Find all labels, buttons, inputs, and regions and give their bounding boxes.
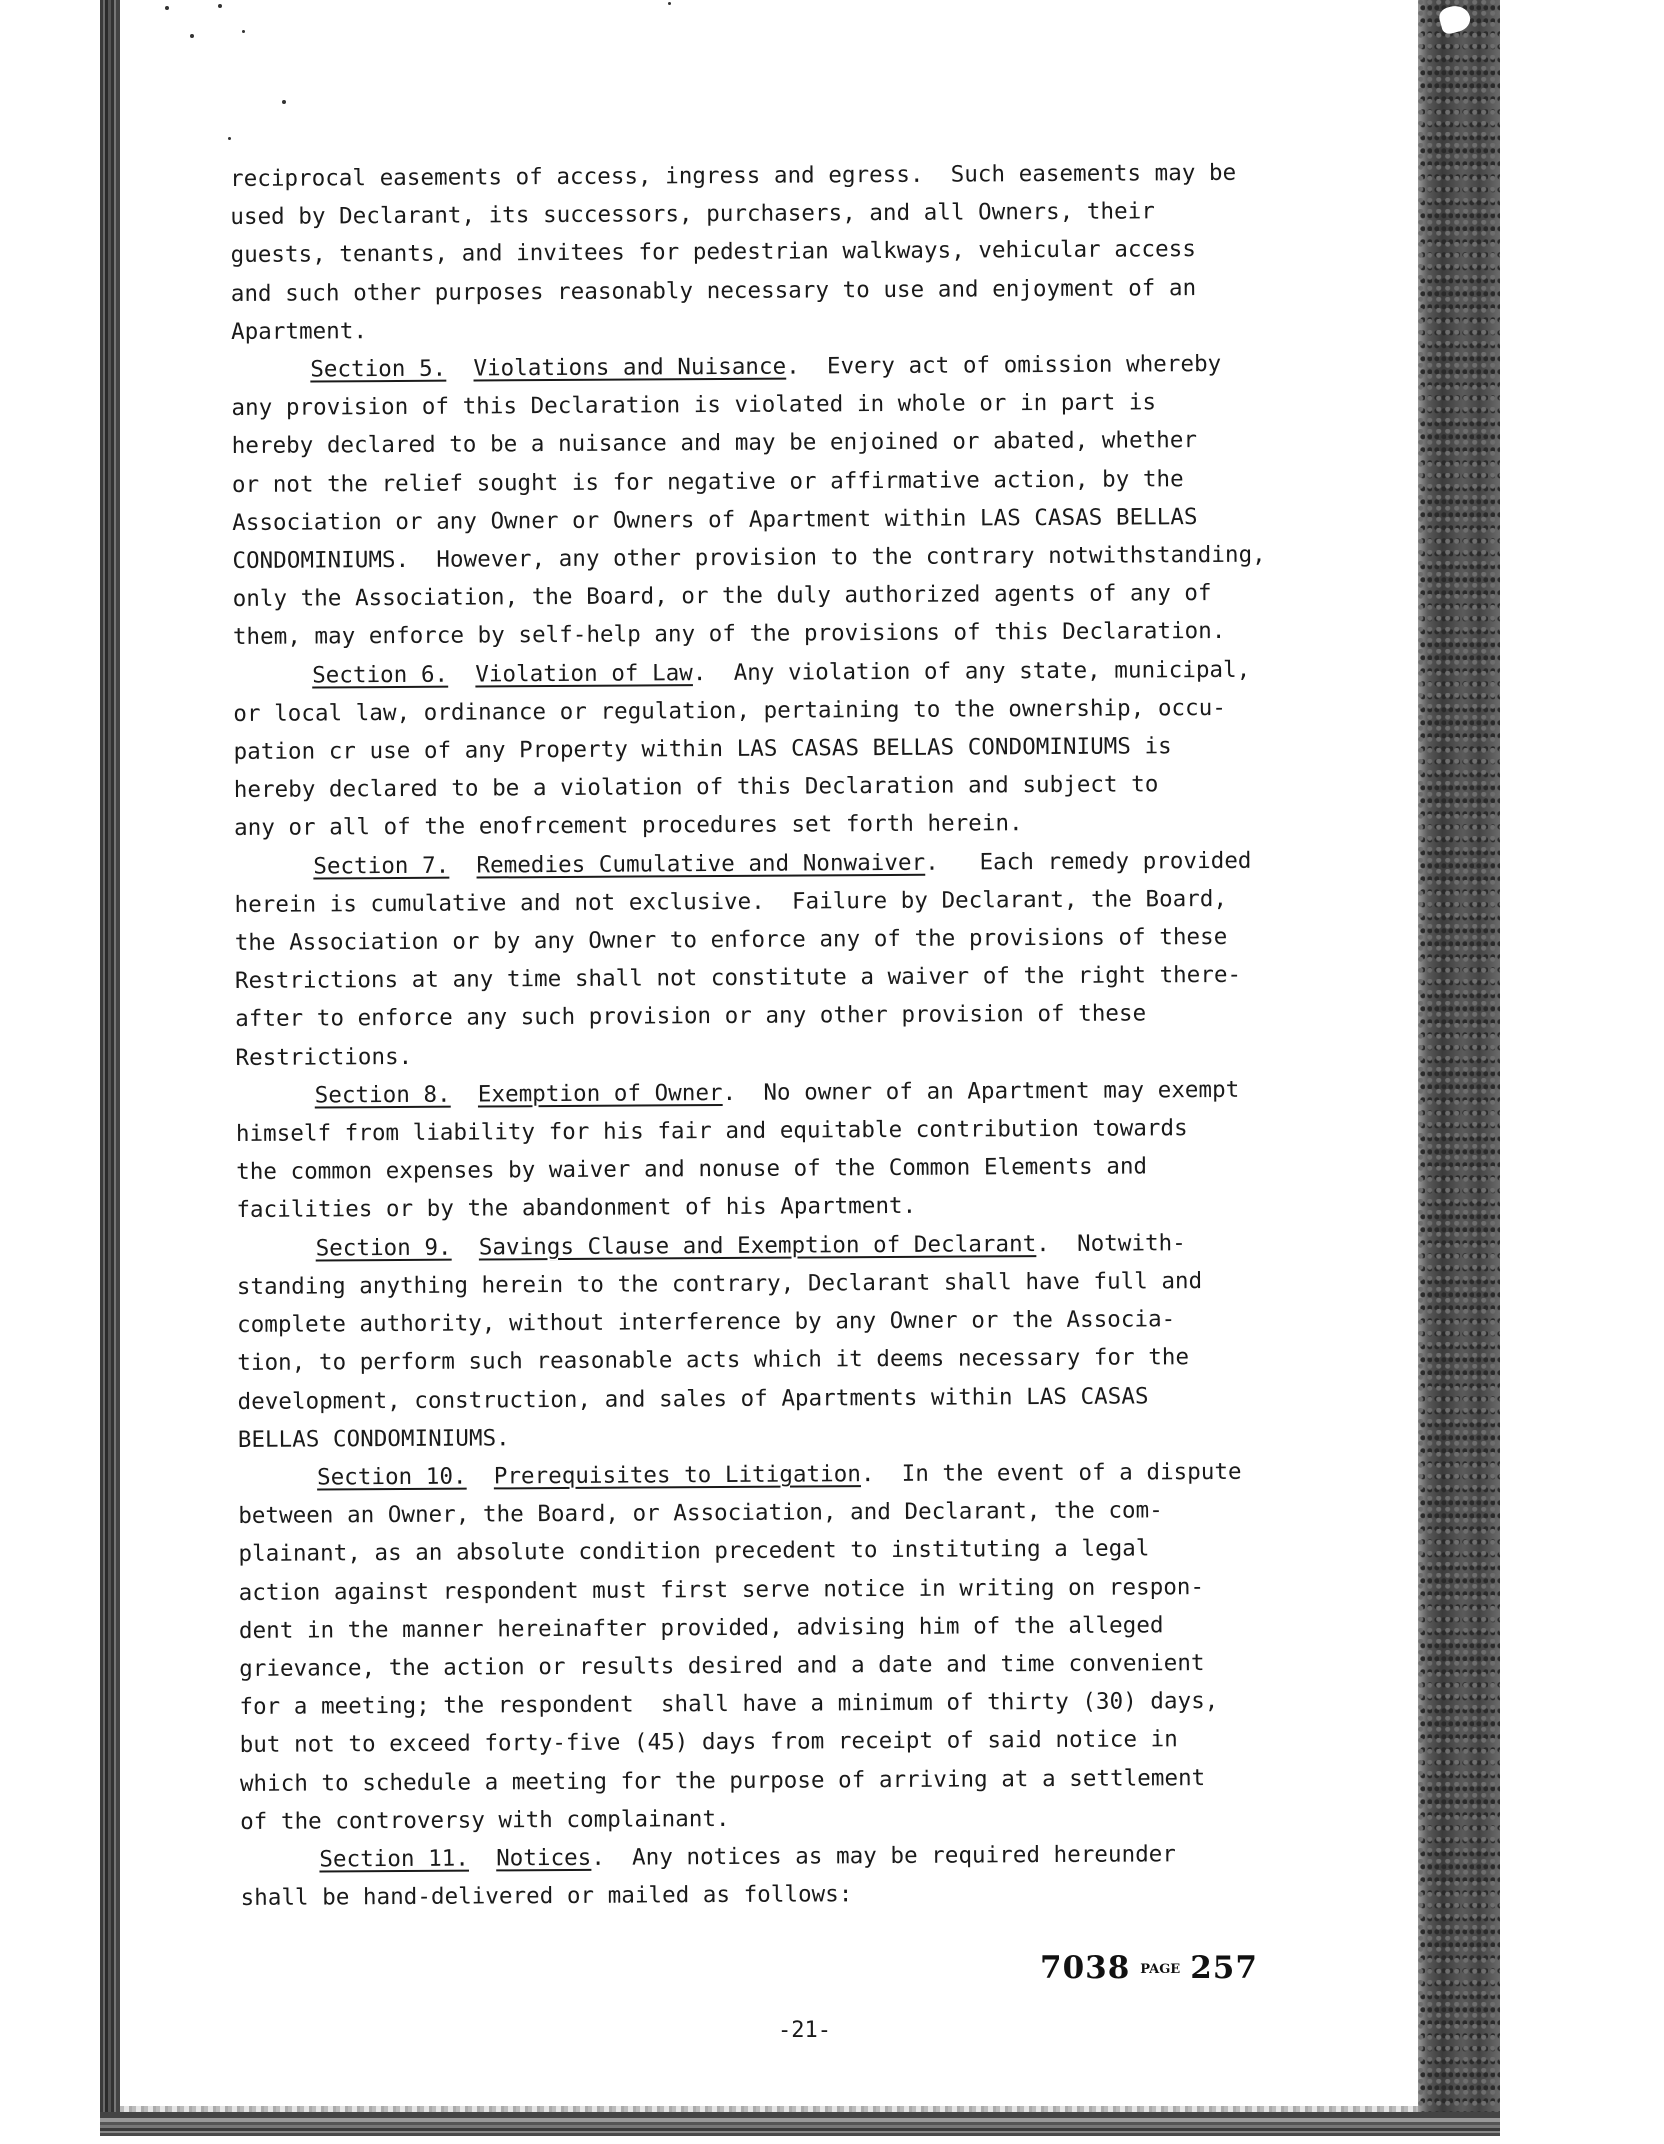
body-line: . Each remedy provided: [925, 847, 1252, 876]
section-title: Violation of Law: [475, 659, 693, 688]
recording-book: 7038: [1040, 1950, 1131, 1986]
page-number: -21-: [778, 2018, 831, 2043]
section-label: Section 6.: [312, 661, 449, 689]
recording-page-label: PAGE: [1140, 1962, 1181, 1977]
body-line: hereby declared to be a nuisance and may be enjoined or abated, whether: [231, 427, 1198, 460]
section-label: Section 10.: [316, 1463, 467, 1491]
body-line: only the Association, the Board, or the duly authorized agents of any of: [232, 580, 1212, 613]
section-10: [238, 1452, 1420, 1841]
recording-page: 257: [1190, 1950, 1258, 1986]
body-line: CONDOMINIUMS. However, any other provision to the contrary notwithstanding,: [232, 541, 1266, 575]
body-line: or not the relief sought is for negative or affirmative action, by the: [231, 465, 1184, 498]
body-line: grievance, the action or results desired and a date and time convenient: [239, 1649, 1205, 1682]
body-line: . Any notices as may be required hereunder: [591, 1841, 1177, 1871]
section-title: Savings Clause and Exemption of Declarant: [478, 1230, 1037, 1261]
section-title: Remedies Cumulative and Nonwaiver: [476, 849, 926, 879]
section-label: Section 5.: [310, 355, 447, 383]
scan-speck: [190, 34, 194, 38]
body-line: Restrictions.: [235, 1043, 413, 1071]
body-line: the Association or by any Owner to enforce any of the provisions of these: [234, 923, 1228, 957]
body-line: hereby declared to be a violation of this Declaration and subject to: [233, 771, 1159, 804]
body-line: between an Owner, the Board, or Association, and Declarant, the com-: [238, 1497, 1163, 1530]
body-line: action against respondent must first serve notice in writing on respon-: [238, 1573, 1205, 1606]
body-line: himself from liability for his fair and equitable contribution towards: [235, 1115, 1188, 1148]
body-line: . No owner of an Apartment may exempt: [722, 1076, 1240, 1106]
section-title: Prerequisites to Litigation: [493, 1461, 861, 1490]
body-line: of the controversy with complainant.: [240, 1805, 730, 1835]
body-line: . Any violation of any state, municipal,: [692, 656, 1251, 686]
scan-speck: [668, 2, 671, 5]
body-line: shall be hand-delivered or mailed as follows:: [240, 1881, 853, 1912]
section-7: [234, 840, 1415, 1076]
body-line: Association or any Owner or Owners of Apartment within LAS CASAS BELLAS: [232, 503, 1198, 536]
scan-speck: [165, 6, 169, 10]
scan-speck: [218, 4, 222, 8]
recording-stamp: [1040, 1950, 1258, 1986]
body-line: the common expenses by waiver and nonuse of the Common Elements and: [236, 1153, 1148, 1186]
body-line: standing anything herein to the contrary, Declarant shall have full and: [236, 1267, 1203, 1300]
section-label: Section 8.: [314, 1081, 451, 1109]
section-label: Section 7.: [313, 852, 450, 880]
body-line: facilities or by the abandonment of his Apartment.: [236, 1193, 917, 1224]
body-line: for a meeting; the respondent shall have a minimum of thirty (30) days,: [239, 1688, 1219, 1721]
scan-edge-left: [100, 0, 120, 2135]
section-label: Section 11.: [319, 1845, 470, 1873]
body-line: tion, to perform such reasonable acts which it deems necessary for the: [237, 1344, 1190, 1377]
body-line: after to enforce any such provision or any other provision of these: [235, 1000, 1147, 1033]
body-line: used by Declarant, its successors, purchasers, and all Owners, their: [230, 198, 1155, 231]
section-label: Section 9.: [315, 1234, 452, 1262]
body-line: BELLAS CONDOMINIUMS.: [237, 1425, 510, 1453]
scan-speck: [282, 100, 286, 104]
body-line: any provision of this Declaration is violated in whole or in part is: [231, 389, 1157, 422]
body-line: development, construction, and sales of Apartments within LAS CASAS: [237, 1382, 1149, 1415]
scan-edge-right: [1418, 0, 1500, 2135]
scan-speck: [242, 30, 245, 33]
body-line: which to schedule a meeting for the purpose of arriving at a settlement: [239, 1764, 1206, 1797]
section-title: Exemption of Owner: [477, 1079, 723, 1108]
body-line: or local law, ordinance or regulation, pertaining to the ownership, occu-: [233, 694, 1226, 727]
body-line: Apartment.: [230, 317, 368, 345]
section-5: [231, 344, 1413, 657]
section-11: [240, 1834, 1420, 1918]
body-line: . In the event of a dispute: [860, 1458, 1242, 1488]
scan-speck: [228, 137, 231, 140]
body-line: Restrictions at any time shall not constitute a waiver of the right there-: [234, 962, 1242, 995]
section-title: Violations and Nuisance: [473, 353, 787, 382]
body-line: reciprocal easements of access, ingress and egress. Such easements may be: [230, 159, 1237, 192]
body-line: them, may enforce by self-help any of the provisions of this Declaration.: [232, 618, 1226, 651]
section-6: [233, 649, 1414, 847]
body-line: but not to exceed forty-five (45) days from receipt of said notice in: [239, 1726, 1178, 1759]
body-line: plainant, as an absolute condition precedent to instituting a legal: [238, 1535, 1150, 1568]
body-line: complete authority, without interference by any Owner or the Associa-: [237, 1306, 1176, 1339]
body-line: any or all of the enofrcement procedures set forth herein.: [234, 810, 1023, 842]
body-line: guests, tenants, and invitees for pedestrian walkways, vehicular access: [230, 236, 1196, 269]
body-line: . Every act of omission whereby: [786, 350, 1222, 380]
document-body: [230, 153, 1421, 1918]
body-line: herein is cumulative and not exclusive. Failure by Declarant, the Board,: [234, 885, 1228, 918]
body-line: dent in the manner hereinafter provided, advising him of the alleged: [238, 1612, 1164, 1644]
body-line: and such other purposes reasonably necessary to use and enjoyment of an: [230, 274, 1197, 307]
section-9: [237, 1222, 1418, 1458]
section-8: [236, 1070, 1417, 1230]
body-line: . Notwith-: [1036, 1229, 1186, 1257]
section-title: Notices: [496, 1844, 592, 1872]
continuation-paragraph: [230, 153, 1411, 351]
body-line: pation cr use of any Property within LAS CASAS BELLAS CONDOMINIUMS is: [233, 733, 1172, 766]
scan-edge-bottom: [100, 2112, 1500, 2136]
